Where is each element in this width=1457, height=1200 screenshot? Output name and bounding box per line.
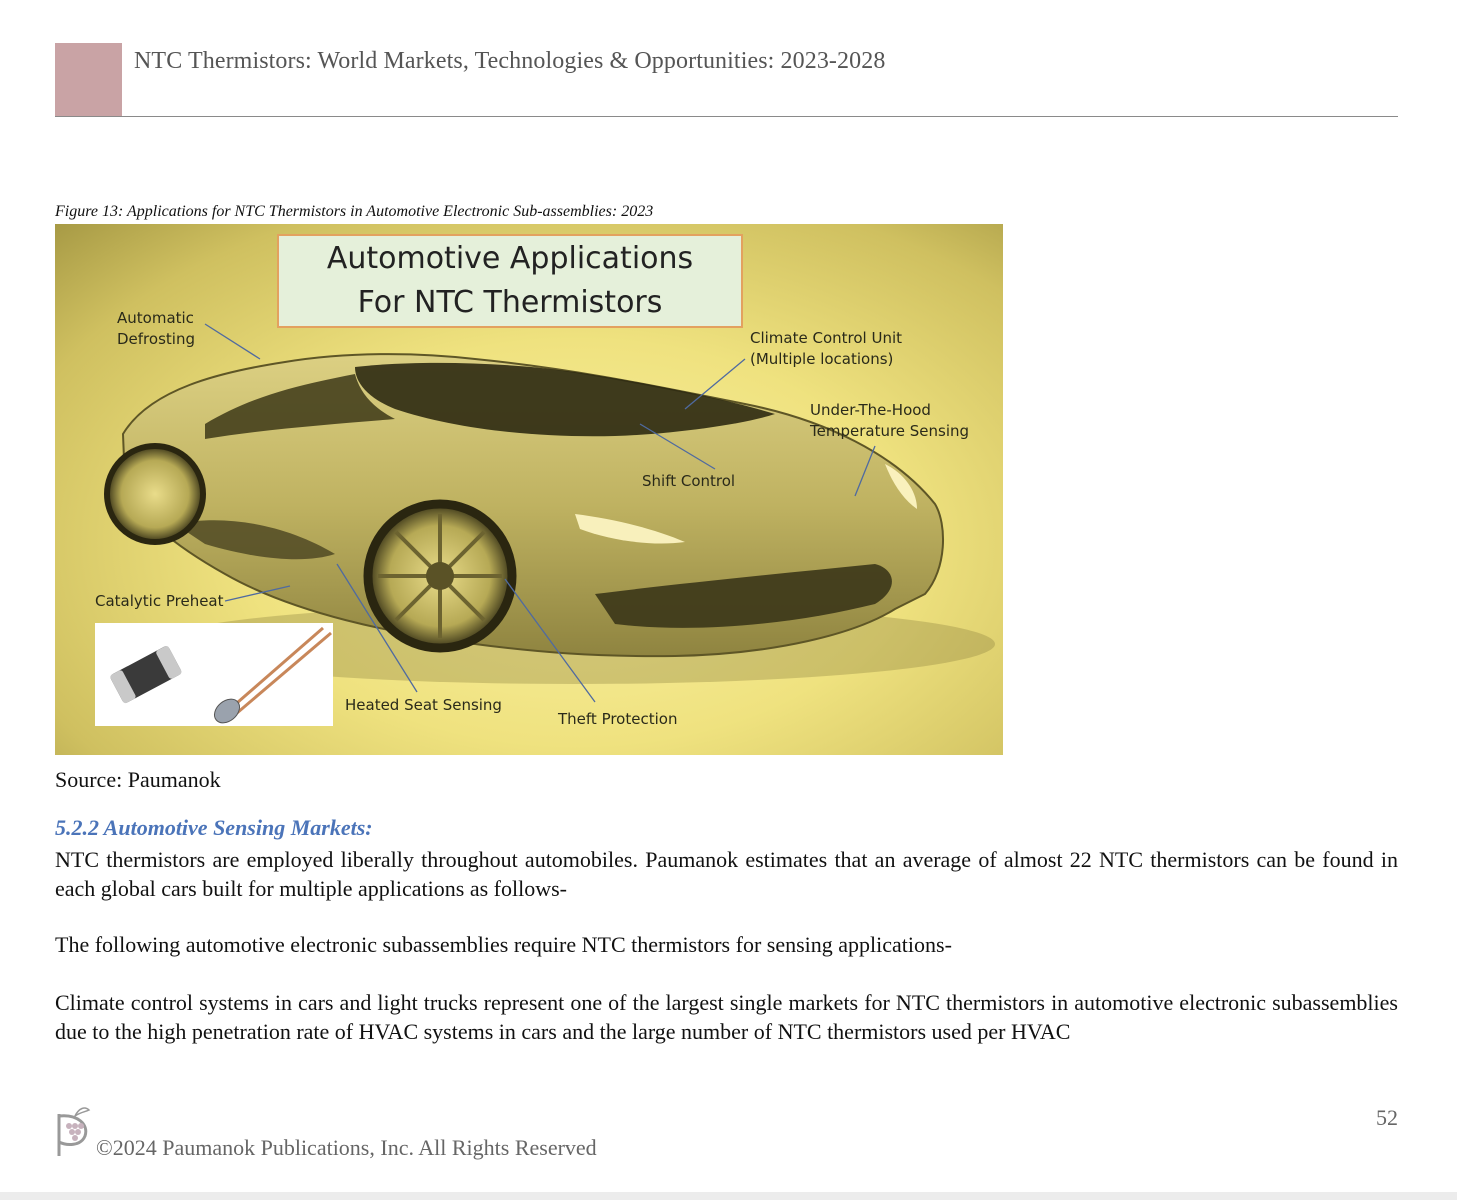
label-shift-control: Shift Control bbox=[642, 472, 736, 490]
label-climate-control-line1: Climate Control Unit bbox=[750, 329, 903, 347]
chip-thermistor bbox=[109, 645, 182, 704]
label-automatic-defrosting-line2: Defrosting bbox=[117, 330, 195, 348]
thermistor-components-inset bbox=[95, 623, 333, 726]
rear-wheel bbox=[107, 446, 203, 542]
page-number: 52 bbox=[1376, 1105, 1398, 1130]
body-paragraph-2: The following automotive electronic subassemblies require NTC thermistors for sensing applications- bbox=[55, 932, 952, 957]
label-climate-control bbox=[750, 328, 902, 370]
figure-title-box bbox=[277, 234, 743, 328]
front-wheel-hub bbox=[426, 562, 454, 590]
label-climate-control-line2: (Multiple locations) bbox=[750, 350, 894, 368]
label-heated-seat-sensing: Heated Seat Sensing bbox=[345, 696, 502, 714]
section-heading: 5.2.2 Automotive Sensing Markets: bbox=[55, 815, 373, 840]
thermistor-components-illustration bbox=[95, 623, 333, 726]
label-under-the-hood-line1: Under-The-Hood bbox=[810, 401, 931, 419]
label-automatic-defrosting bbox=[117, 308, 195, 350]
figure-source: Source: Paumanok bbox=[55, 767, 221, 792]
figure-caption: Figure 13: Applications for NTC Thermistors in Automotive Electronic Sub-assemblies: 2023 bbox=[55, 203, 654, 220]
label-under-the-hood bbox=[810, 400, 969, 442]
header-divider bbox=[55, 116, 1398, 117]
leaded-thermistor bbox=[210, 628, 331, 726]
footer-copyright: ©2024 Paumanok Publications, Inc. All Rights Reserved bbox=[96, 1135, 597, 1160]
page-header-title: NTC Thermistors: World Markets, Technologies & Opportunities: 2023-2028 bbox=[134, 48, 886, 74]
figure-title-line1: Automotive Applications bbox=[326, 241, 694, 276]
figure-title-line2: For NTC Thermistors bbox=[357, 285, 663, 320]
header-accent-block bbox=[55, 43, 122, 117]
paumanok-grape-logo-icon bbox=[55, 1104, 97, 1163]
body-paragraph-3: Climate control systems in cars and light trucks represent one of the largest single markets for NTC thermistors in automotive electronic subassemblies due to the high penetration rate of HVAC systems in cars and the large number of NTC thermistors used per HVAC bbox=[55, 990, 1398, 1044]
label-under-the-hood-line2: Temperature Sensing bbox=[810, 422, 970, 440]
label-catalytic-preheat: Catalytic Preheat bbox=[95, 592, 224, 610]
body-paragraph-1: NTC thermistors are employed liberally throughout automobiles. Paumanok estimates that an average of almost 22 NTC thermistors can be found in each global cars built for multiple applications as follows- bbox=[55, 847, 1398, 901]
page-bottom-edge bbox=[0, 1192, 1457, 1200]
automotive-applications-figure bbox=[55, 224, 1003, 755]
label-theft-protection: Theft Protection bbox=[558, 710, 678, 728]
label-automatic-defrosting-line1: Automatic bbox=[117, 309, 194, 327]
